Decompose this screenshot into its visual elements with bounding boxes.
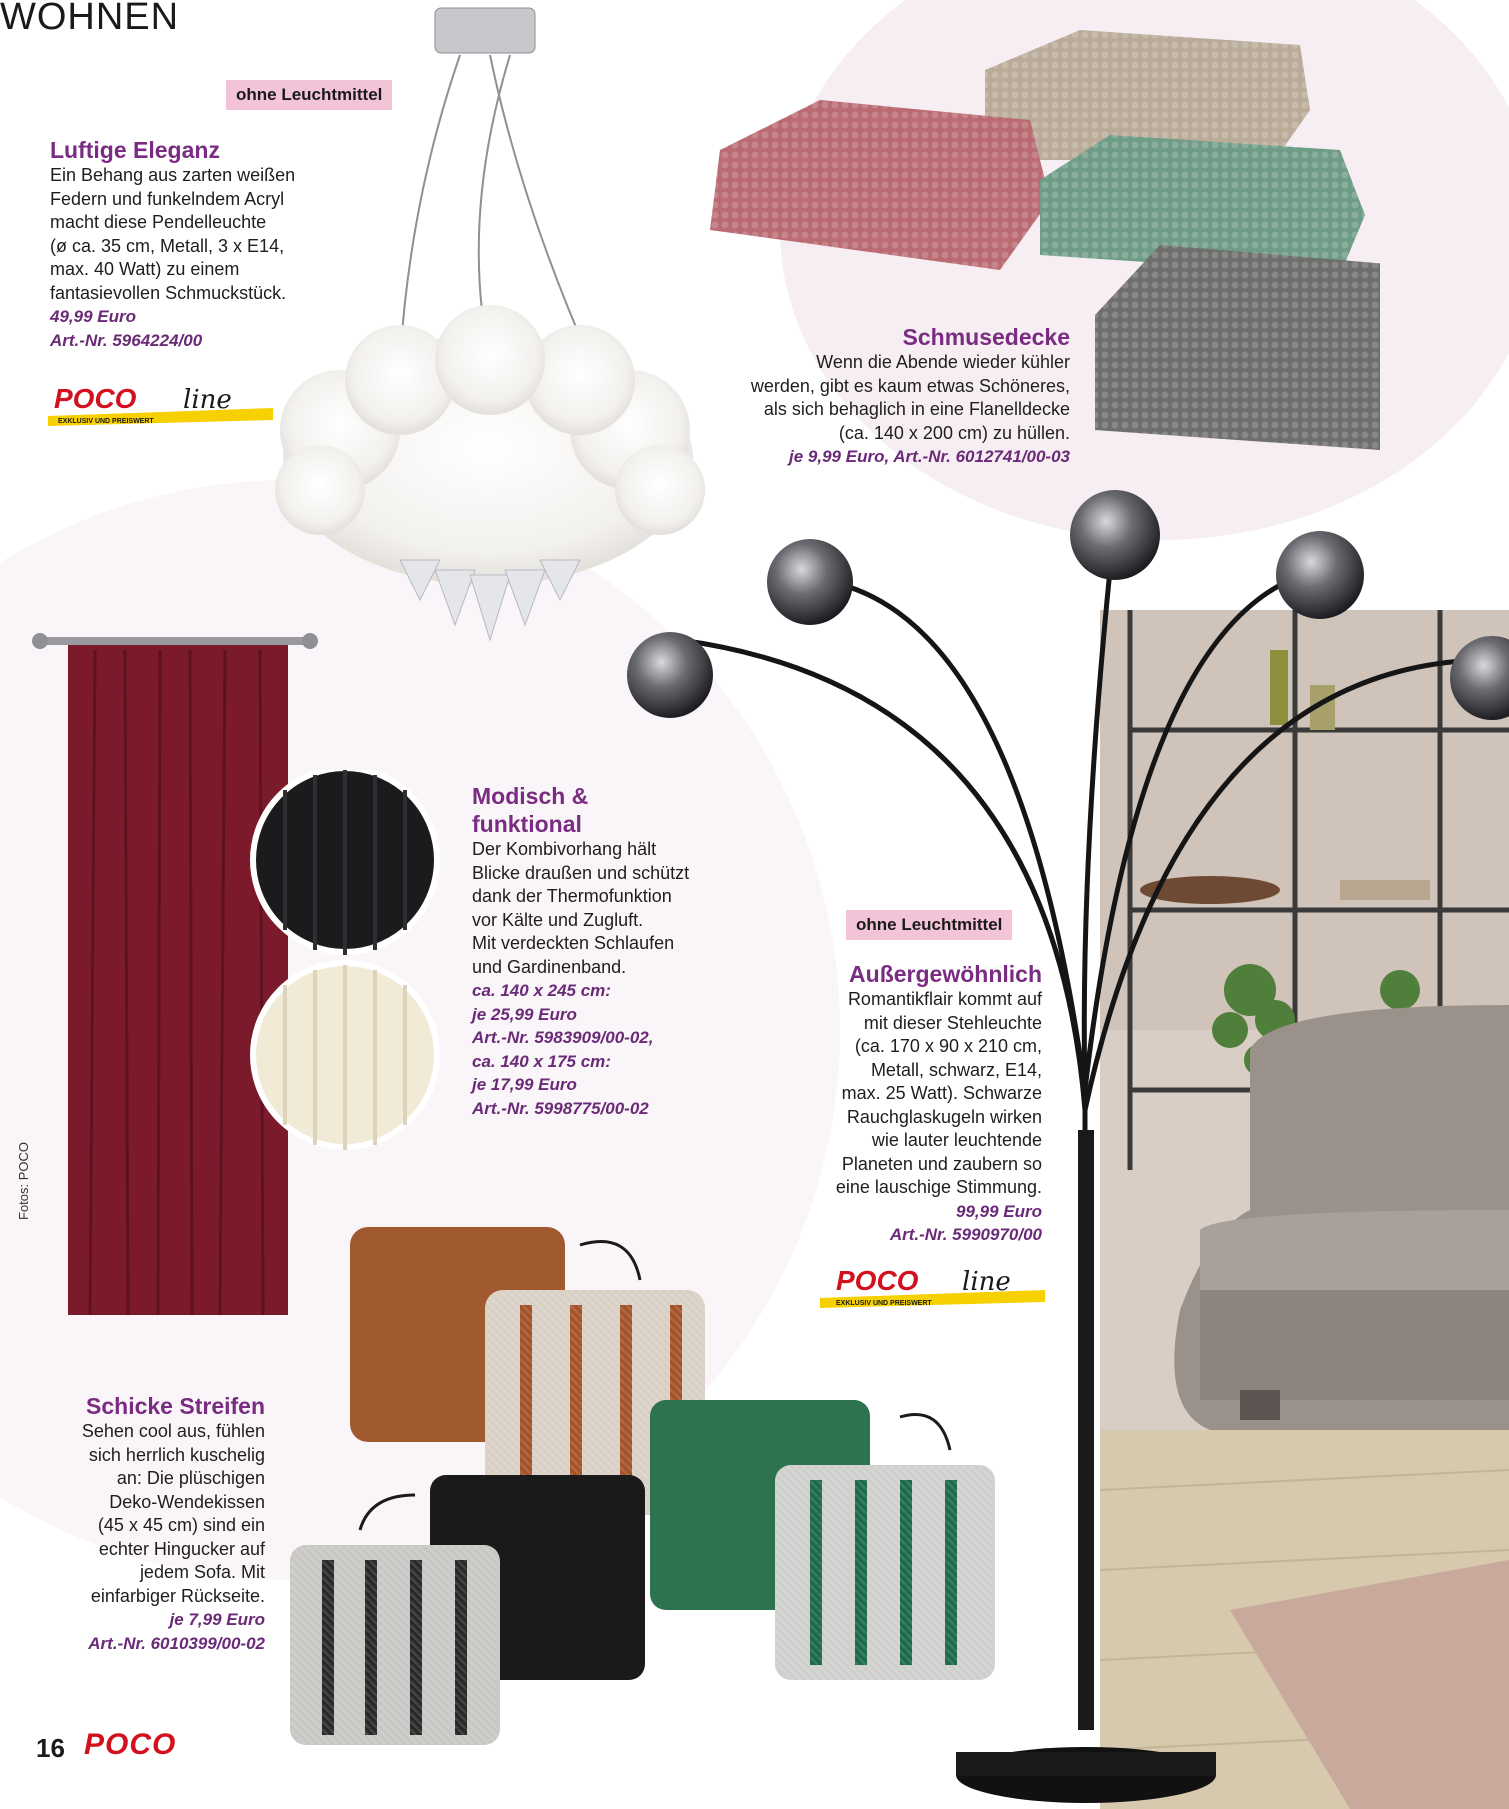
description-line: Planeten und zaubern so <box>841 1153 1042 1174</box>
description-line: Der Kombivorhang hält <box>472 839 657 859</box>
product-price <box>20 1608 265 1655</box>
description-line: mit dieser Stehleuchte <box>863 1012 1042 1033</box>
article-number: Art.-Nr. 5990970/00 <box>889 1225 1042 1244</box>
description-line: (ca. 140 x 200 cm) zu hüllen. <box>838 422 1070 443</box>
price-line: 99,99 Euro <box>956 1201 1042 1221</box>
line-logo-word: line <box>183 385 232 415</box>
page-number: 16 <box>36 1733 65 1763</box>
poco-line-logo <box>820 1262 1045 1308</box>
product-description <box>640 351 1070 445</box>
article-number: Art.-Nr. 5983909/00-02, <box>472 1028 654 1047</box>
article-number: Art.-Nr. 5964224/00 <box>50 330 203 350</box>
description-line: dank der Thermofunktion <box>472 886 672 906</box>
blanket-text-block <box>640 323 1070 469</box>
description-line: max. 25 Watt). Schwarze <box>841 1083 1042 1103</box>
poco-brand-logo: POCO <box>84 1728 177 1761</box>
description-line: macht diese Pendelleuchte <box>50 212 267 232</box>
floor-lamp-text-block <box>760 960 1042 1247</box>
description-line: als sich behaglich in eine Flanelldecke <box>763 399 1070 419</box>
poco-logo-word: POCO <box>54 383 137 414</box>
description-line: (ca. 170 x 90 x 210 cm, <box>854 1036 1042 1056</box>
description-line: Mit verdeckten Schlaufen <box>472 933 675 953</box>
description-line: Rauchglaskugeln wirken <box>846 1106 1042 1127</box>
product-price <box>50 305 390 352</box>
description-line: an: Die plüschigen <box>116 1468 265 1488</box>
description-line: Metall, schwarz, E14, <box>870 1059 1042 1080</box>
description-line: einfarbiger Rückseite. <box>90 1585 265 1606</box>
price-line: je 7,99 Euro <box>169 1610 265 1629</box>
description-line: sich herrlich kuschelig <box>88 1444 265 1465</box>
description-line: (45 x 45 cm) sind ein <box>97 1515 265 1535</box>
pendant-text-block <box>50 136 390 352</box>
description-line: Blicke draußen und schützt <box>472 862 690 883</box>
description-line: fantasievollen Schmuckstück. <box>50 282 287 303</box>
price-line: ca. 140 x 175 cm: <box>472 1051 611 1071</box>
article-number: Art.-Nr. 6010399/00-02 <box>88 1633 265 1653</box>
description-line: werden, gibt es kaum etwas Schöneres, <box>750 375 1070 396</box>
product-description <box>760 988 1042 1200</box>
product-description <box>20 1420 265 1608</box>
description-line: (ø ca. 35 cm, Metall, 3 x E14, <box>50 235 285 256</box>
product-title: Schmusedecke <box>902 324 1070 350</box>
product-title: Luftige Eleganz <box>50 137 220 163</box>
logo-tagline: EXKLUSIV UND PREISWERT <box>58 418 154 425</box>
product-price <box>760 1200 1042 1247</box>
price-line: 49,99 Euro <box>50 307 136 326</box>
price-line: je 25,99 Euro <box>472 1004 577 1024</box>
price-line: je 17,99 Euro <box>472 1075 577 1094</box>
poco-logo-word: POCO <box>836 1265 919 1296</box>
description-line: eine lauschige Stimmung. <box>835 1177 1042 1197</box>
price-line: ca. 140 x 245 cm: <box>472 981 611 1000</box>
description-line: jedem Sofa. Mit <box>139 1562 265 1582</box>
cushions-text-block <box>20 1392 265 1655</box>
photo-credit: Fotos: POCO <box>16 1141 31 1220</box>
price-line: je 9,99 Euro, Art.-Nr. 6012741/00-03 <box>789 447 1070 466</box>
description-line: Wenn die Abende wieder kühler <box>816 352 1070 372</box>
curtain-text-block <box>472 782 742 1120</box>
description-line: Deko-Wendekissen <box>109 1491 265 1512</box>
line-logo-word: line <box>962 1267 1011 1297</box>
description-line: wie lauter leuchtende <box>871 1130 1042 1150</box>
description-line: und Gardinenband. <box>472 956 627 977</box>
title-line: funktional <box>472 811 582 837</box>
product-title: Außergewöhnlich <box>849 961 1042 987</box>
description-line: Sehen cool aus, fühlen <box>81 1421 265 1441</box>
product-price <box>640 445 1070 469</box>
product-price <box>472 979 742 1120</box>
curtain-swatches-image <box>245 770 450 1150</box>
no-bulb-badge: ohne Leuchtmittel <box>846 910 1012 940</box>
product-description <box>50 164 390 305</box>
title-line: Modisch & <box>472 783 589 809</box>
description-line: Ein Behang aus zarten weißen <box>50 165 296 185</box>
section-title: WOHNEN <box>0 0 180 38</box>
product-title <box>472 782 742 838</box>
description-line: max. 40 Watt) zu einem <box>50 259 240 279</box>
article-number: Art.-Nr. 5998775/00-02 <box>472 1098 649 1118</box>
poco-line-logo <box>48 380 273 426</box>
description-line: Romantikflair kommt auf <box>847 989 1042 1009</box>
description-line: Federn und funkelndem Acryl <box>50 188 285 209</box>
product-title: Schicke Streifen <box>86 1393 265 1419</box>
description-line: vor Kälte und Zugluft. <box>472 909 644 930</box>
no-bulb-badge: ohne Leuchtmittel <box>226 80 392 110</box>
product-description <box>472 838 742 979</box>
logo-tagline: EXKLUSIV UND PREISWERT <box>836 1300 932 1307</box>
description-line: echter Hingucker auf <box>98 1538 265 1559</box>
